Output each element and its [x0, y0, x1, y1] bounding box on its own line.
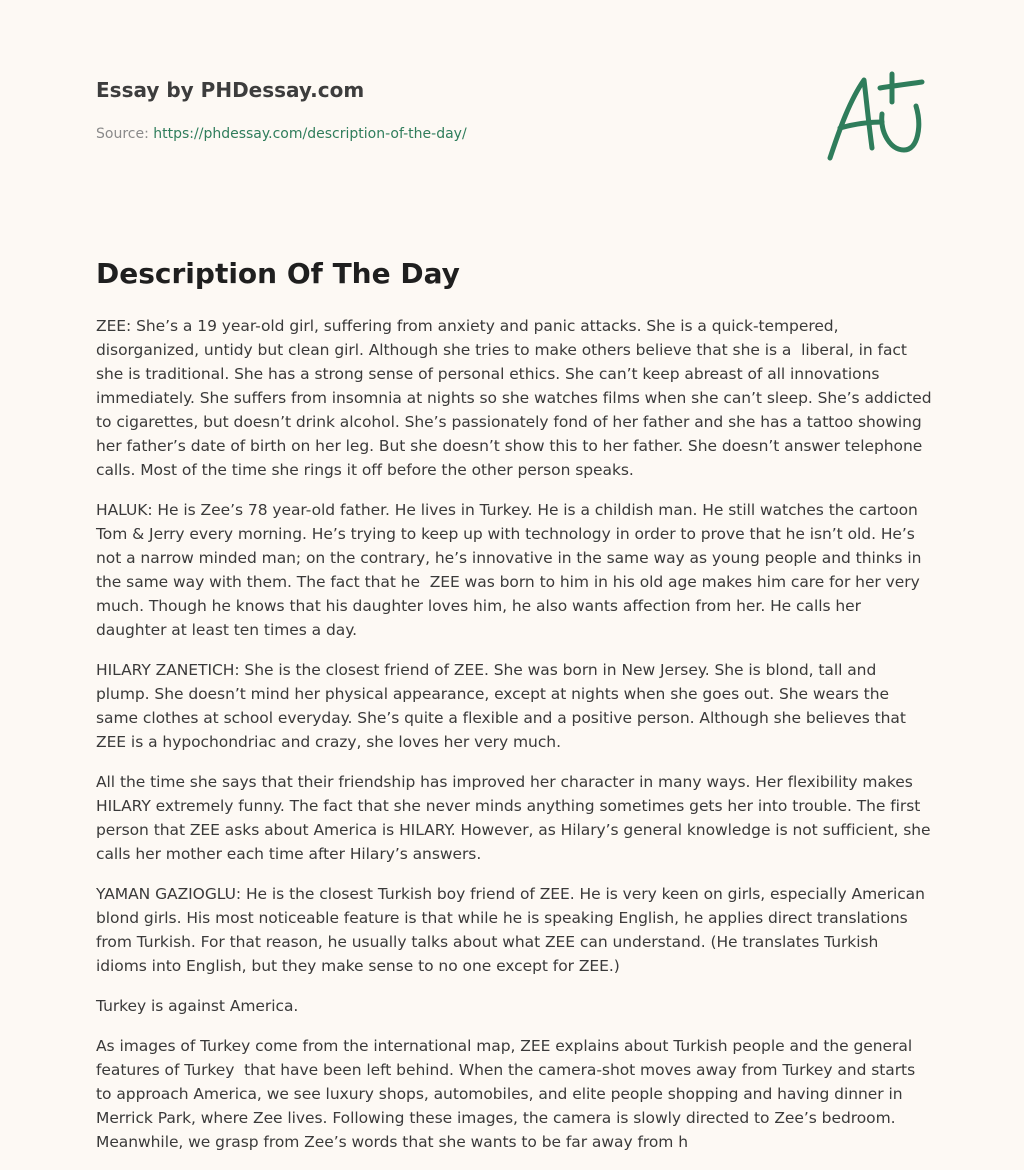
source-line [96, 124, 796, 144]
essay-body [96, 314, 937, 1170]
essay-paragraph: Turkey is against America. [96, 997, 299, 1015]
source-link[interactable]: https://phdessay.com/description-of-the-day/ [153, 126, 467, 142]
site-title: Essay by PHDessay.com [96, 78, 365, 102]
essay-paragraph: HALUK: He is Zee’s 78 year-old father. He lives in Turkey. He is a childish man. He still watches the cartoon Tom & Jerry every morning. He’s trying to keep up with technology in order to prove that he isn’t old. He’s not a narrow minded man; on the contrary, he’s innovative in the same way as young people and thinks in the same way with them. The fact that he ZEE was born to him in his old age makes him care for her very much. Though he knows that his daughter loves him, he also wants affection from her. He calls her daughter at least ten times a day. [96, 501, 927, 639]
source-label: Source: [96, 126, 149, 142]
essay-paragraph: ZEE: She’s a 19 year-old girl, suffering from anxiety and panic attacks. She is a quick-tempered, disorganized, untidy but clean girl. Although she tries to make others believe that she is a liberal, in fact she is traditional. She has a strong sense of personal ethics. She can’t keep abreast of all innovations immediately. She suffers from insomnia at nights so she watches films when she can’t sleep. She’s addicted to cigarettes, but doesn’t drink alcohol. She’s passionately fond of her father and she has a tattoo showing her father’s date of birth on her leg. But she doesn’t show this to her father. She doesn’t answer telephone calls. Most of the time she rings it off before the other person speaks. [96, 317, 937, 479]
page-header [96, 76, 796, 144]
essay-paragraph: As images of Turkey come from the international map, ZEE explains about Turkish people and the general features of Turkey that have been left behind. When the camera-shot moves away from Turkey and starts to approach America, we see luxury shops, automobiles, and elite people shopping and having dinner in Merrick Park, where Zee lives. Following these images, the camera is slowly directed to Zee’s bedroom. Meanwhile, we grasp from Zee’s words that she wants to be far away from h [96, 1037, 921, 1151]
essay-paragraph: YAMAN GAZIOGLU: He is the closest Turkish boy friend of ZEE. He is very keen on girls, especially American blond girls. His most noticeable feature is that while he is speaking English, he applies direct translations from Turkish. For that reason, he usually talks about what ZEE can understand. (He translates Turkish idioms into English, but they make sense to no one except for ZEE.) [96, 885, 930, 975]
a-plus-logo-icon [818, 66, 930, 166]
essay-paragraph: HILARY ZANETICH: She is the closest friend of ZEE. She was born in New Jersey. She is blond, tall and plump. She doesn’t mind her physical appearance, except at nights when she goes out. She wears the same clothes at school everyday. She’s quite a flexible and a positive person. Although she believes that ZEE is a hypochondriac and crazy, she loves her very much. [96, 661, 911, 751]
essay-paragraph: All the time she says that their friendship has improved her character in many ways. Her flexibility makes HILARY extremely funny. The fact that she never minds anything sometimes gets her into trouble. The first person that ZEE asks about America is HILARY. However, as Hilary’s general knowledge is not sufficient, she calls her mother each time after Hilary’s answers. [96, 773, 936, 863]
essay-title: Description Of The Day [96, 257, 460, 290]
